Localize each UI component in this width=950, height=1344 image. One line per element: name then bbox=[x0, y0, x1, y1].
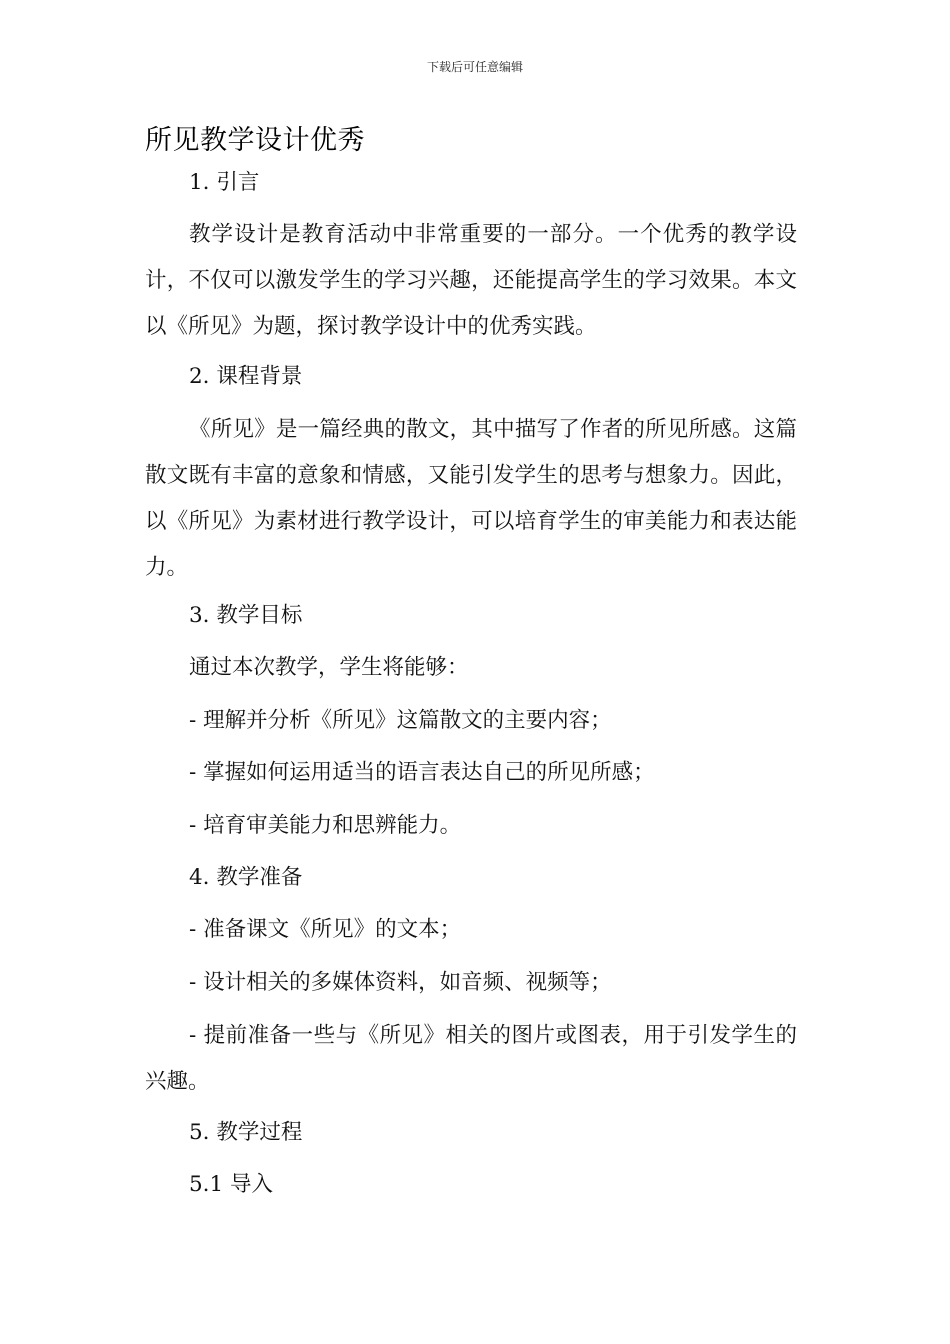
section-3-intro: 通过本次教学，学生将能够： bbox=[189, 655, 469, 680]
section-2-heading: 2. 课程背景 bbox=[189, 364, 303, 389]
prep-item-1: - 准备课文《所见》的文本； bbox=[189, 917, 462, 942]
section-5-1-heading: 5.1 导入 bbox=[189, 1172, 274, 1197]
header-note: 下载后可任意编辑 bbox=[426, 60, 523, 74]
section-2-paragraph: 《所见》是一篇经典的散文，其中描写了作者的所见所感。这篇散文既有丰富的意象和情感，又能引发学生的思考与想象力。因此，以《所见》为素材进行教学设计，可以培育学生的审美能力和表达能力。 bbox=[145, 417, 797, 580]
section-1-paragraph: 教学设计是教育活动中非常重要的一部分。一个优秀的教学设计，不仅可以激发学生的学习兴趣，还能提高学生的学习效果。本文以《所见》为题，探讨教学设计中的优秀实践。 bbox=[145, 222, 797, 339]
section-1-heading: 1. 引言 bbox=[189, 170, 260, 195]
section-4-heading: 4. 教学准备 bbox=[189, 865, 303, 890]
prep-item-2: - 设计相关的多媒体资料，如音频、视频等； bbox=[189, 970, 612, 995]
document-title: 所见教学设计优秀 bbox=[145, 125, 365, 156]
goal-item-2: - 掌握如何运用适当的语言表达自己的所见所感； bbox=[189, 760, 655, 785]
section-5-heading: 5. 教学过程 bbox=[189, 1120, 303, 1145]
section-3-heading: 3. 教学目标 bbox=[189, 603, 303, 628]
goal-item-3: - 培育审美能力和思辨能力。 bbox=[189, 813, 462, 838]
prep-item-3: - 提前准备一些与《所见》相关的图片或图表，用于引发学生的兴趣。 bbox=[145, 1023, 797, 1094]
goal-item-1: - 理解并分析《所见》这篇散文的主要内容； bbox=[189, 708, 612, 733]
